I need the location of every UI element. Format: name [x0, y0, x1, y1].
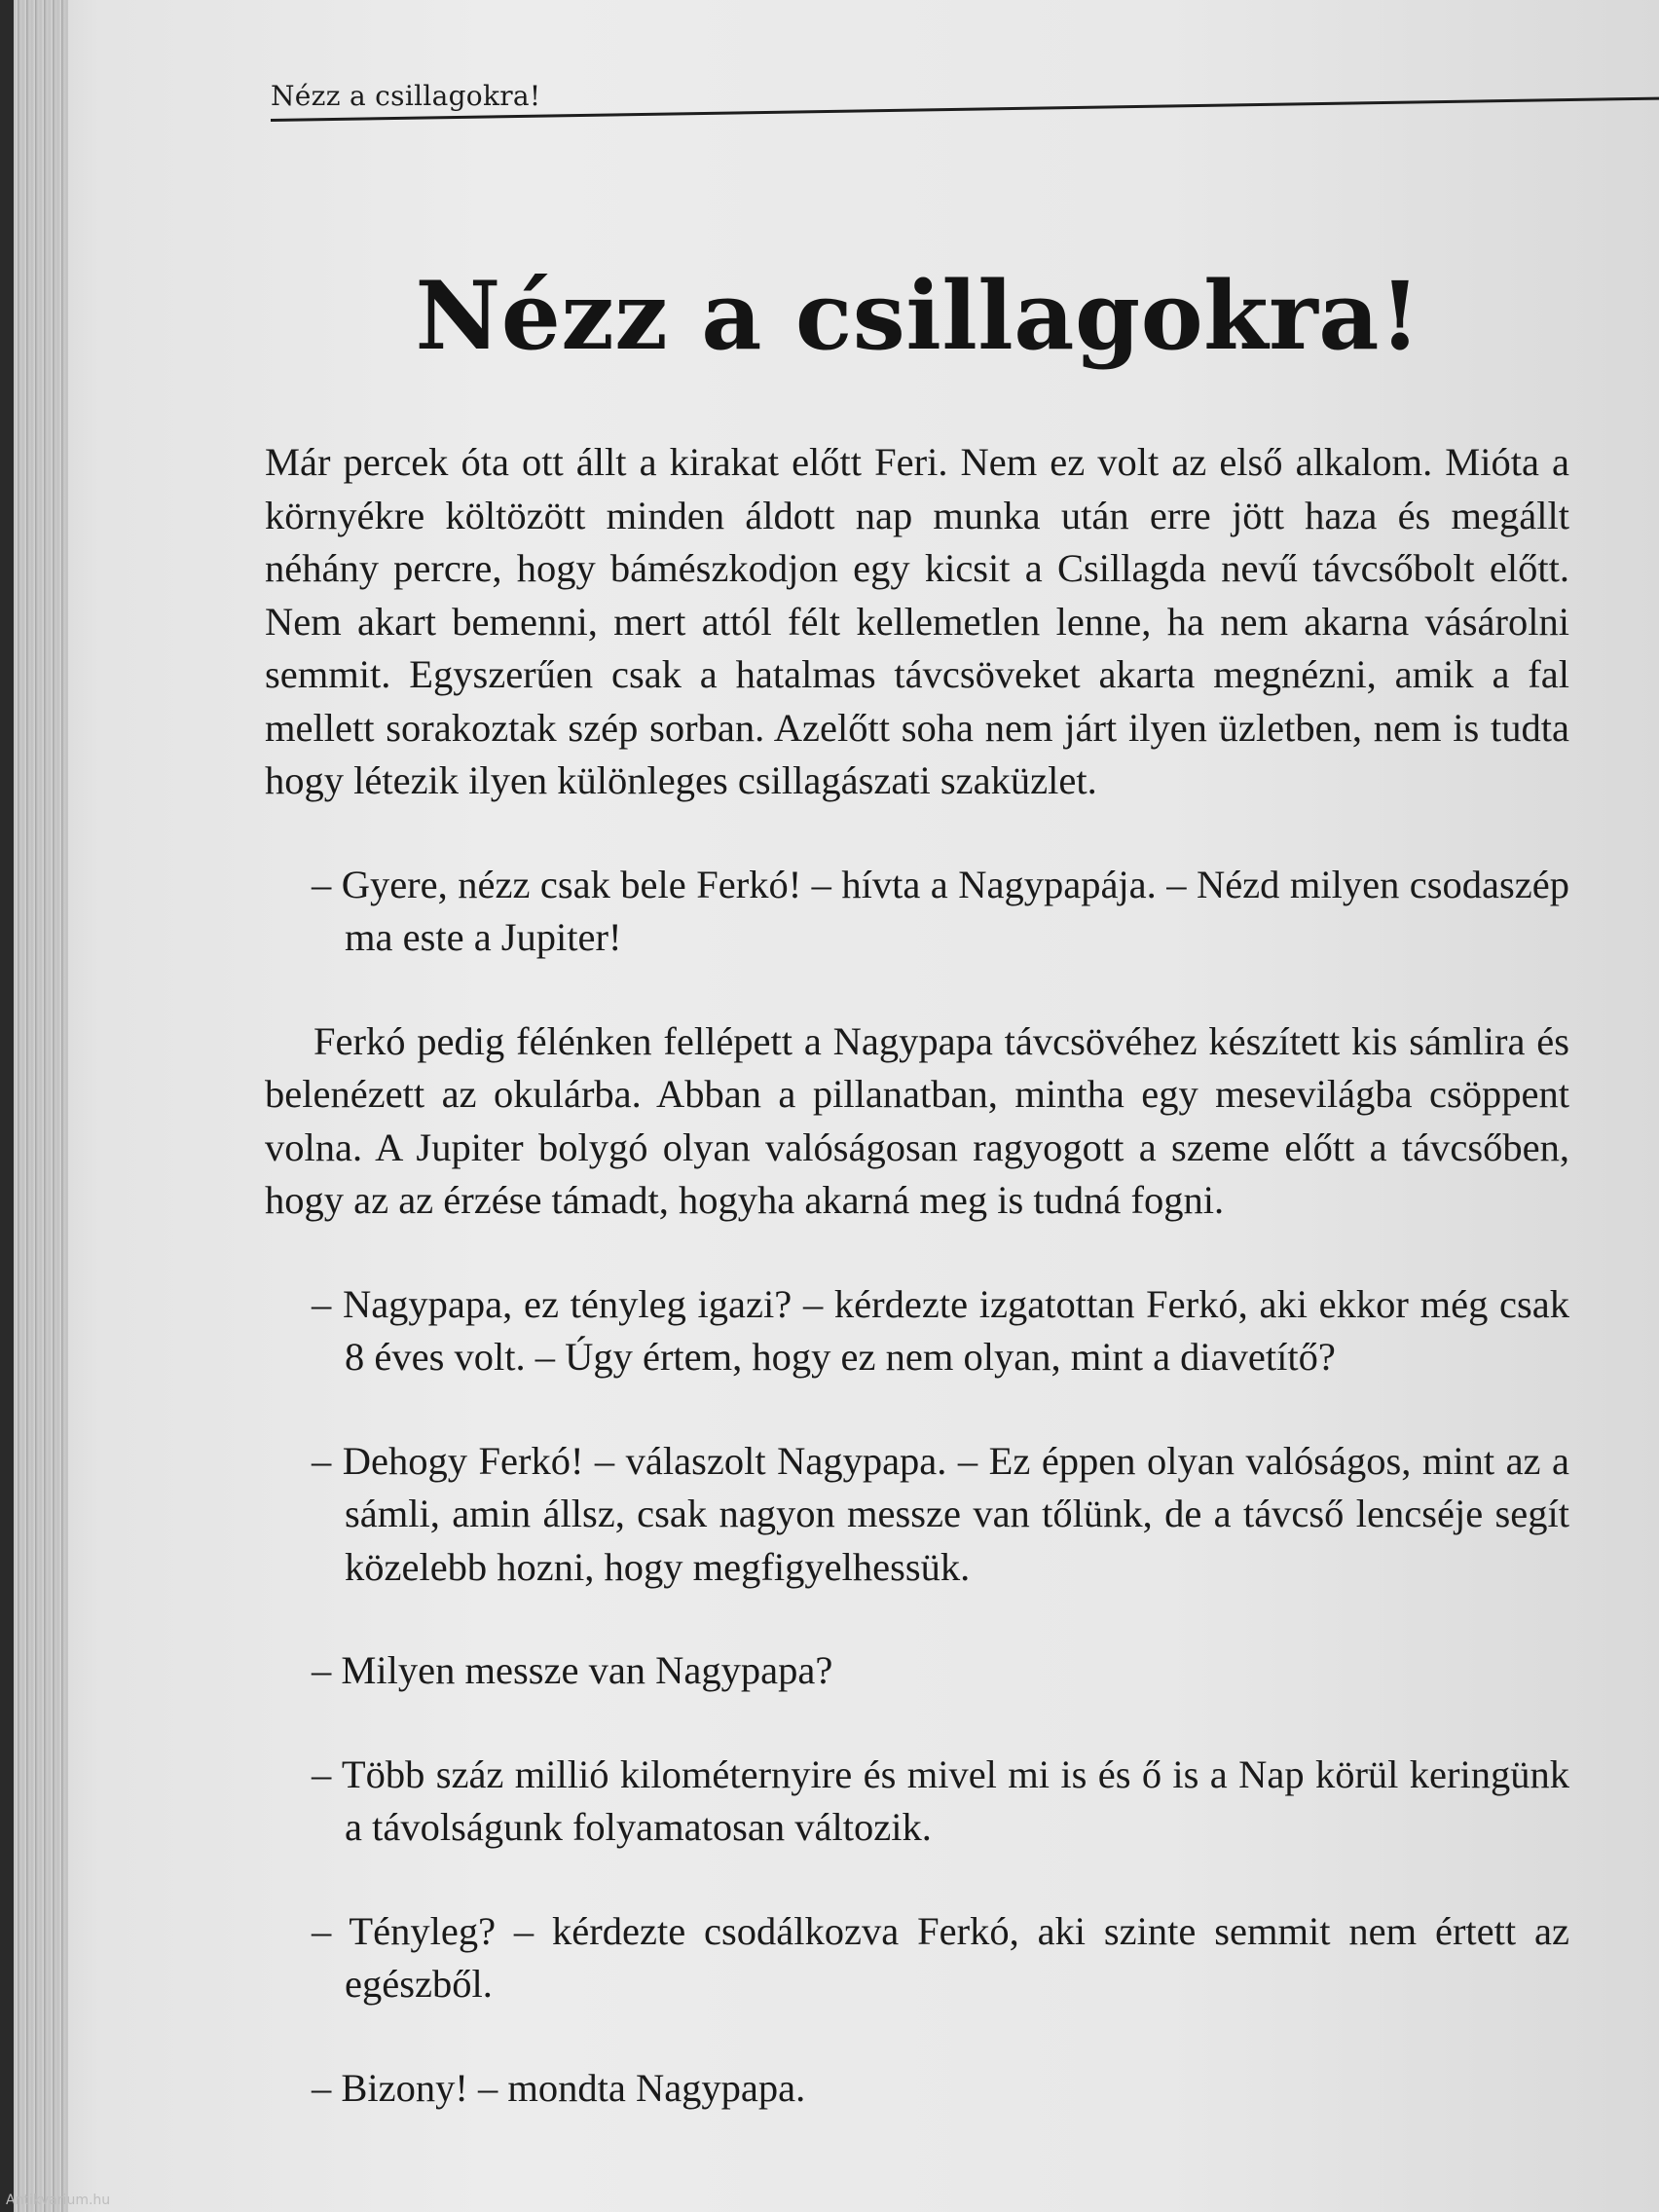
- dialogue-2: – Nagypapa, ez tényleg igazi? – kérdezte izgatottan Ferkó, aki ekkor még csak 8 éves volt. – Úgy értem, hogy ez nem olyan, mint a diavetítő?: [312, 1281, 1569, 1379]
- dialogue-3: – Dehogy Ferkó! – válaszolt Nagypapa. – Ez éppen olyan valóságos, mint az a sámli, amin állsz, csak nagyon messze van tőlünk, de a távcső lencséje segít közelebb hozni, hogy megfigyelhessük.: [312, 1438, 1569, 1589]
- running-head: Nézz a csillagokra!: [271, 80, 541, 112]
- watermark: Antikvarium.hu: [6, 2193, 111, 2208]
- paragraph-2: Ferkó pedig félénken fellépett a Nagypapa távcsövéhez készített kis sámlira és belenézett az okulárba. Abban a pillanatban, mintha egy mesevilágba csöppent volna. A Jupiter bolygó olyan valóságosan ragyogott a szeme előtt a távcsőben, hogy az az érzése támadt, hogyha akarná meg is tudná fogni.: [265, 1018, 1569, 1222]
- dialogue-4: – Milyen messze van Nagypapa?: [312, 1648, 833, 1692]
- dialogue-6: – Tényleg? – kérdezte csodálkozva Ferkó, aki szinte semmit nem értett az egészből.: [312, 1908, 1569, 2006]
- spine-shadow: [0, 0, 14, 2212]
- dialogue-7: – Bizony! – mondta Nagypapa.: [312, 2065, 806, 2110]
- dialogue-5: – Több száz millió kilométernyire és mivel mi is és ő is a Nap körül keringünk a távolságunk folyamatosan változik.: [312, 1751, 1569, 1849]
- paragraph-1: Már percek óta ott állt a kirakat előtt Feri. Nem ez volt az első alkalom. Mióta a környékre költözött minden áldott nap munka után erre jött haza és megállt néhány percre, hogy bámészkodjon egy kicsit a Csillagda nevű távcsőbolt előtt. Nem akart bemenni, mert attól félt kellemetlen lenne, ha nem akarna vásárolni semmit. Egyszerűen csak a hatalmas távcsöveket akarta megnézni, amik a fal mellett sorakoztak szép sorban. Azelőtt soha nem járt ilyen üzletben, nem is tudta hogy létezik ilyen különleges csillagászati szaküzlet.: [265, 440, 1569, 802]
- chapter-title: Nézz a csillagokra!: [415, 261, 1421, 371]
- body-text: [265, 436, 1569, 2165]
- dialogue-1: – Gyere, nézz csak bele Ferkó! – hívta a Nagypapája. – Nézd milyen csodaszép ma este a Jupiter!: [312, 862, 1569, 959]
